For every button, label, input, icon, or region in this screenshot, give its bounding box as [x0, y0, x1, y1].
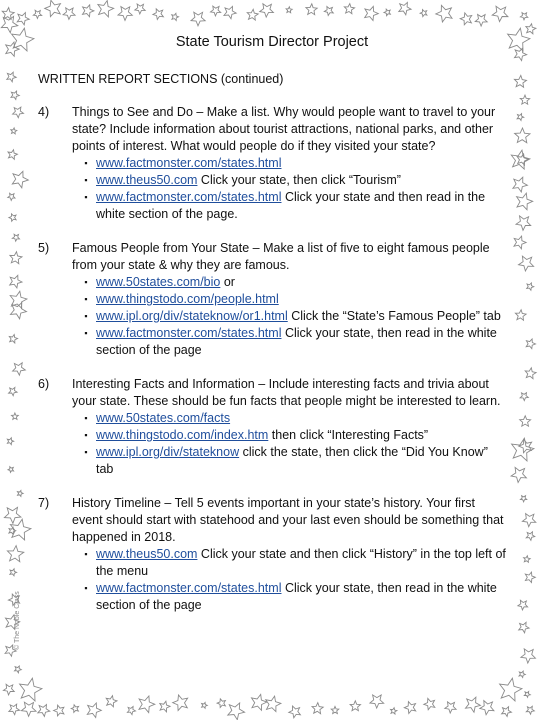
- resource-list: [72, 546, 506, 614]
- resource-item: [76, 189, 506, 223]
- star-shape: [11, 128, 17, 134]
- star-shape: [500, 678, 522, 701]
- star-shape: [153, 9, 164, 20]
- resource-list: [72, 274, 506, 359]
- star-shape: [502, 707, 512, 717]
- resource-item: [76, 325, 506, 359]
- star-shape: [7, 546, 23, 562]
- star-shape: [8, 467, 14, 473]
- star-shape: [45, 0, 61, 16]
- page-title: State Tourism Director Project: [175, 34, 369, 50]
- star-shape: [11, 303, 27, 319]
- star-shape: [252, 694, 267, 710]
- star-shape: [526, 706, 534, 714]
- document-body: [38, 30, 506, 631]
- report-section: [38, 104, 506, 223]
- resource-item-text: [96, 546, 506, 580]
- star-shape: [518, 600, 528, 610]
- section-description: Famous People from Your State – Make a list of five to eight famous people from your state & why they are famous.: [72, 241, 490, 272]
- resource-link[interactable]: www.theus50.com: [96, 173, 198, 187]
- star-shape: [38, 705, 50, 717]
- resource-link[interactable]: www.factmonster.com/states.html: [96, 581, 282, 595]
- section-body: [72, 240, 506, 359]
- star-shape: [127, 707, 135, 715]
- bullet-icon: ▪: [84, 294, 88, 304]
- star-shape: [519, 256, 534, 271]
- resource-link[interactable]: www.50states.com/facts: [96, 411, 231, 425]
- star-shape: [10, 291, 27, 308]
- resource-item-text: [96, 155, 506, 172]
- star-shape: [12, 28, 34, 51]
- star-shape: [160, 701, 170, 712]
- resource-item: [76, 155, 506, 172]
- resource-link[interactable]: www.50states.com/bio: [96, 275, 221, 289]
- star-shape: [520, 496, 526, 502]
- star-shape: [466, 697, 481, 712]
- resource-instruction: Click your state and then click “History” in the top left of the menu: [96, 547, 506, 578]
- bullet-icon: ▪: [84, 311, 88, 321]
- star-shape: [365, 6, 379, 20]
- star-shape: [524, 556, 531, 563]
- star-shape: [191, 12, 205, 26]
- copyright-text: © The Noble Class: [14, 591, 21, 650]
- star-shape: [344, 4, 354, 14]
- star-shape: [54, 705, 64, 716]
- report-section: [38, 495, 506, 614]
- star-shape: [420, 10, 427, 17]
- section-body: [72, 376, 506, 478]
- star-shape: [10, 569, 17, 576]
- star-shape: [511, 150, 530, 169]
- star-shape: [12, 171, 28, 188]
- resource-item: [76, 172, 506, 189]
- star-shape: [520, 393, 528, 401]
- star-shape: [98, 1, 114, 17]
- resource-item-text: [96, 427, 506, 444]
- star-shape: [517, 154, 528, 165]
- section-number: 7): [38, 496, 50, 510]
- bullet-icon: ▪: [84, 413, 88, 423]
- bullet-icon: ▪: [84, 192, 88, 202]
- bullet-icon: ▪: [84, 328, 88, 338]
- star-shape: [520, 13, 527, 20]
- star-shape: [106, 696, 117, 707]
- star-shape: [480, 701, 494, 715]
- star-shape: [517, 193, 533, 210]
- star-shape: [17, 13, 29, 25]
- resource-link[interactable]: www.ipl.org/div/stateknow/or1.html: [96, 309, 288, 323]
- bullet-icon: ▪: [84, 277, 88, 287]
- resource-item-text: [96, 291, 506, 308]
- star-shape: [521, 649, 536, 663]
- star-shape: [517, 114, 524, 121]
- resource-item-text: [96, 172, 506, 189]
- star-shape: [445, 702, 456, 713]
- section-description: Things to See and Do – Make a list. Why would people want to travel to your state? Include information about tourist attractions, national parks, and other points of interest. What would people do if they visited your state?: [72, 105, 496, 153]
- bullet-icon: ▪: [84, 158, 88, 168]
- star-shape: [11, 91, 19, 100]
- star-shape: [384, 9, 390, 16]
- star-shape: [519, 622, 529, 633]
- resource-item-text: [96, 444, 506, 478]
- star-shape: [260, 4, 274, 17]
- star-shape: [228, 703, 245, 720]
- star-shape: [526, 24, 536, 34]
- star-shape: [71, 705, 78, 713]
- star-shape: [9, 704, 20, 715]
- resource-link[interactable]: www.thingstodo.com/index.htm: [96, 428, 269, 442]
- resource-link[interactable]: www.factmonster.com/states.html: [96, 156, 282, 170]
- star-shape: [15, 666, 22, 673]
- resource-instruction: Click your state, then read in the white section of the page: [96, 581, 497, 612]
- resource-item-text: [96, 189, 506, 223]
- star-shape: [3, 684, 14, 695]
- resource-list: [72, 410, 506, 478]
- star-shape: [524, 691, 530, 697]
- star-shape: [306, 4, 317, 15]
- star-shape: [512, 438, 534, 461]
- star-shape: [224, 6, 236, 18]
- star-shape: [519, 440, 532, 453]
- star-shape: [520, 416, 531, 426]
- star-shape: [525, 368, 536, 379]
- resource-item: [76, 546, 506, 580]
- star-shape: [9, 387, 18, 395]
- star-shape: [508, 28, 530, 51]
- star-shape: [217, 699, 225, 708]
- resource-instruction: Click your state, then read in the white section of the page: [96, 326, 497, 357]
- star-shape: [266, 696, 281, 712]
- section-body: [72, 104, 506, 223]
- report-section: [38, 240, 506, 359]
- star-shape: [9, 527, 16, 534]
- resource-instruction: then click “Interesting Facts”: [268, 428, 429, 442]
- star-shape: [286, 7, 292, 13]
- star-shape: [87, 703, 101, 718]
- resource-item: [76, 274, 506, 291]
- star-shape: [436, 5, 452, 22]
- star-shape: [21, 702, 36, 716]
- section-number: 6): [38, 377, 50, 391]
- bullet-icon: ▪: [84, 447, 88, 457]
- star-shape: [514, 236, 526, 249]
- star-shape: [6, 42, 20, 56]
- resource-link[interactable]: www.thingstodo.com/people.html: [96, 292, 279, 306]
- star-shape: [202, 702, 208, 708]
- star-shape: [247, 9, 258, 20]
- section-description: Interesting Facts and Information – Include interesting facts and trivia about your state. These should be fun facts that people might be interested to learn.: [72, 377, 501, 408]
- resource-item: [76, 410, 506, 427]
- star-shape: [17, 491, 23, 497]
- resource-link[interactable]: www.factmonster.com/states.html: [96, 190, 282, 204]
- star-shape: [135, 4, 145, 14]
- star-shape: [526, 532, 535, 541]
- star-shape: [492, 6, 508, 21]
- star-shape: [13, 107, 24, 118]
- bullet-icon: ▪: [84, 430, 88, 440]
- star-shape: [83, 5, 94, 17]
- resource-instruction: Click your state and then read in the white section of the page.: [96, 190, 486, 221]
- star-shape: [525, 572, 535, 582]
- resource-link[interactable]: www.theus50.com: [96, 547, 198, 561]
- resource-item: [76, 580, 506, 614]
- star-shape: [370, 695, 384, 708]
- star-shape: [20, 678, 42, 701]
- star-shape: [9, 335, 17, 344]
- star-shape: [475, 15, 487, 27]
- star-shape: [7, 72, 16, 82]
- bullet-icon: ▪: [84, 549, 88, 559]
- report-sections: [38, 104, 506, 614]
- star-shape: [289, 706, 301, 718]
- star-shape: [1, 16, 18, 32]
- star-shape: [515, 128, 530, 143]
- resource-instruction: or: [220, 275, 235, 289]
- star-shape: [526, 339, 535, 349]
- star-shape: [515, 310, 526, 320]
- star-shape: [172, 13, 179, 20]
- star-shape: [519, 671, 525, 677]
- resource-instruction: Click the “State’s Famous People” tab: [287, 309, 501, 323]
- star-shape: [211, 6, 221, 16]
- star-shape: [513, 177, 528, 192]
- resource-item: [76, 291, 506, 308]
- section-description: History Timeline – Tell 5 events important in your state’s history. Your first event should start with statehood and your last even should be something that happened in 2018.: [72, 496, 504, 544]
- star-shape: [33, 10, 41, 18]
- resource-list: [72, 155, 506, 223]
- star-shape: [63, 8, 75, 19]
- star-shape: [324, 7, 333, 16]
- section-number: 5): [38, 241, 50, 255]
- resource-item: [76, 427, 506, 444]
- star-shape: [312, 703, 323, 714]
- star-shape: [173, 695, 188, 711]
- star-shape: [10, 519, 31, 540]
- star-shape: [516, 216, 531, 230]
- star-shape: [12, 234, 19, 241]
- star-shape: [10, 275, 22, 288]
- section-subheading: WRITTEN REPORT SECTIONS (continued): [38, 72, 284, 86]
- section-number: 4): [38, 105, 50, 119]
- star-shape: [520, 95, 530, 104]
- resource-item-text: [96, 308, 506, 325]
- resource-instruction: Click your state, then click “Tourism”: [197, 173, 401, 187]
- resource-item-text: [96, 274, 506, 291]
- star-shape: [118, 7, 132, 21]
- star-shape: [9, 214, 16, 222]
- star-shape: [514, 75, 526, 87]
- star-shape: [404, 702, 415, 714]
- star-shape: [527, 283, 534, 290]
- star-shape: [391, 708, 397, 714]
- resource-item-text: [96, 580, 506, 614]
- resource-item-text: [96, 410, 506, 427]
- star-shape: [460, 13, 472, 25]
- star-shape: [350, 701, 360, 711]
- star-shape: [2, 8, 14, 20]
- star-shape: [12, 413, 19, 419]
- star-shape: [139, 696, 155, 713]
- bullet-icon: ▪: [84, 175, 88, 185]
- resource-link[interactable]: www.ipl.org/div/stateknow: [96, 445, 240, 459]
- star-shape: [522, 514, 535, 527]
- resource-item: [76, 444, 506, 478]
- star-shape: [13, 363, 26, 375]
- star-shape: [399, 2, 411, 14]
- resource-link[interactable]: www.factmonster.com/states.html: [96, 326, 282, 340]
- star-shape: [8, 193, 15, 200]
- star-shape: [8, 150, 17, 160]
- star-shape: [10, 252, 22, 264]
- resource-item: [76, 308, 506, 325]
- star-shape: [424, 698, 435, 709]
- resource-instruction: click the state, then click the “Did You Know” tab: [96, 445, 488, 476]
- section-body: [72, 495, 506, 614]
- star-shape: [7, 438, 13, 445]
- star-shape: [4, 507, 21, 523]
- resource-item-text: [96, 325, 506, 359]
- star-shape: [331, 706, 339, 713]
- report-section: [38, 376, 506, 478]
- star-shape: [515, 48, 527, 61]
- star-shape: [511, 467, 526, 482]
- bullet-icon: ▪: [84, 583, 88, 593]
